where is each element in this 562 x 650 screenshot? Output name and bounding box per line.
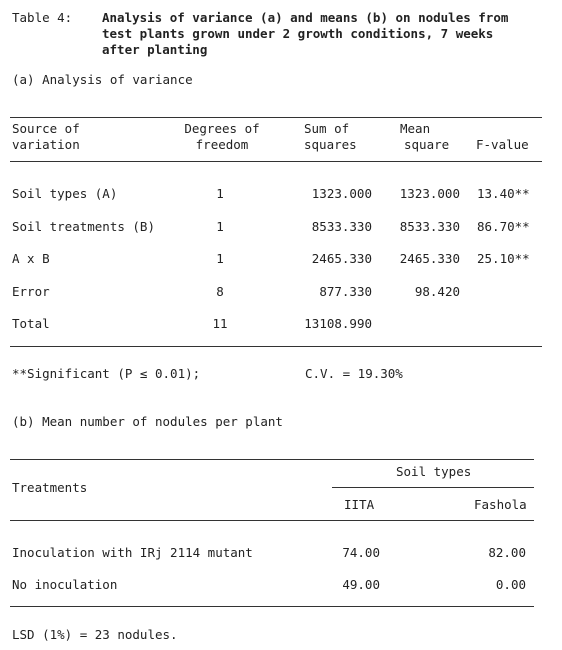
soil-types-rule bbox=[332, 487, 534, 488]
row-ms: 98.420 bbox=[414, 284, 460, 299]
anova-top-rule bbox=[10, 117, 542, 118]
header-df-line-1: Degrees of bbox=[184, 121, 260, 136]
table-label: Table 4: bbox=[12, 10, 73, 25]
header-source-line-2: variation bbox=[12, 137, 80, 152]
row-df: 8 bbox=[216, 284, 224, 299]
anova-header-rule bbox=[10, 161, 542, 162]
row-treatment: Inoculation with IRj 2114 mutant bbox=[12, 545, 253, 560]
header-col-fashola: Fashola bbox=[474, 497, 527, 512]
row-df: 1 bbox=[216, 186, 224, 201]
row-ss: 13108.990 bbox=[304, 316, 372, 331]
anova-bottom-rule bbox=[10, 346, 542, 347]
row-source: Total bbox=[12, 316, 50, 331]
cv-footnote: C.V. = 19.30% bbox=[305, 366, 403, 381]
row-f: 86.70** bbox=[477, 219, 530, 234]
header-source-line-1: Source of bbox=[12, 121, 80, 136]
row-ss: 877.330 bbox=[319, 284, 372, 299]
significance-footnote: **Significant (P ≤ 0.01); bbox=[12, 366, 201, 381]
header-ms-line-2: square bbox=[404, 137, 450, 152]
lsd-footnote: LSD (1%) = 23 nodules. bbox=[12, 627, 178, 642]
row-treatment: No inoculation bbox=[12, 577, 118, 592]
row-df: 1 bbox=[216, 251, 224, 266]
header-df-line-2: freedom bbox=[195, 137, 249, 152]
table-title-line-3: after planting bbox=[102, 42, 208, 57]
table-title-line-2: test plants grown under 2 growth conditions, 7 weeks bbox=[102, 26, 494, 41]
row-ss: 1323.000 bbox=[311, 186, 372, 201]
row-ms: 2465.330 bbox=[399, 251, 460, 266]
row-source: Error bbox=[12, 284, 50, 299]
header-treatments: Treatments bbox=[12, 480, 88, 495]
row-f: 25.10** bbox=[477, 251, 530, 266]
header-f-value: F-value bbox=[476, 137, 529, 152]
section-b-heading: (b) Mean number of nodules per plant bbox=[12, 414, 283, 429]
row-ms: 1323.000 bbox=[399, 186, 460, 201]
row-ss: 2465.330 bbox=[311, 251, 372, 266]
means-bottom-rule bbox=[10, 606, 534, 607]
row-iita: 49.00 bbox=[342, 577, 380, 592]
row-f: 13.40** bbox=[477, 186, 530, 201]
row-df: 1 bbox=[216, 219, 224, 234]
row-source: A x B bbox=[12, 251, 50, 266]
row-fashola: 0.00 bbox=[495, 577, 526, 592]
row-source: Soil treatments (B) bbox=[12, 219, 155, 234]
header-ss-line-2: squares bbox=[304, 137, 357, 152]
table-title-line-1: Analysis of variance (a) and means (b) on nodules from bbox=[102, 10, 509, 25]
section-a-heading: (a) Analysis of variance bbox=[12, 72, 193, 87]
header-ss-line-1: Sum of bbox=[304, 121, 350, 136]
means-top-rule bbox=[10, 459, 534, 460]
row-ms: 8533.330 bbox=[399, 219, 460, 234]
row-df: 11 bbox=[212, 316, 228, 331]
row-fashola: 82.00 bbox=[488, 545, 526, 560]
header-col-iita: IITA bbox=[344, 497, 375, 512]
row-iita: 74.00 bbox=[342, 545, 380, 560]
header-ms-line-1: Mean bbox=[400, 121, 431, 136]
header-soil-types: Soil types bbox=[396, 464, 472, 479]
row-ss: 8533.330 bbox=[311, 219, 372, 234]
means-header-rule bbox=[10, 520, 534, 521]
row-source: Soil types (A) bbox=[12, 186, 118, 201]
